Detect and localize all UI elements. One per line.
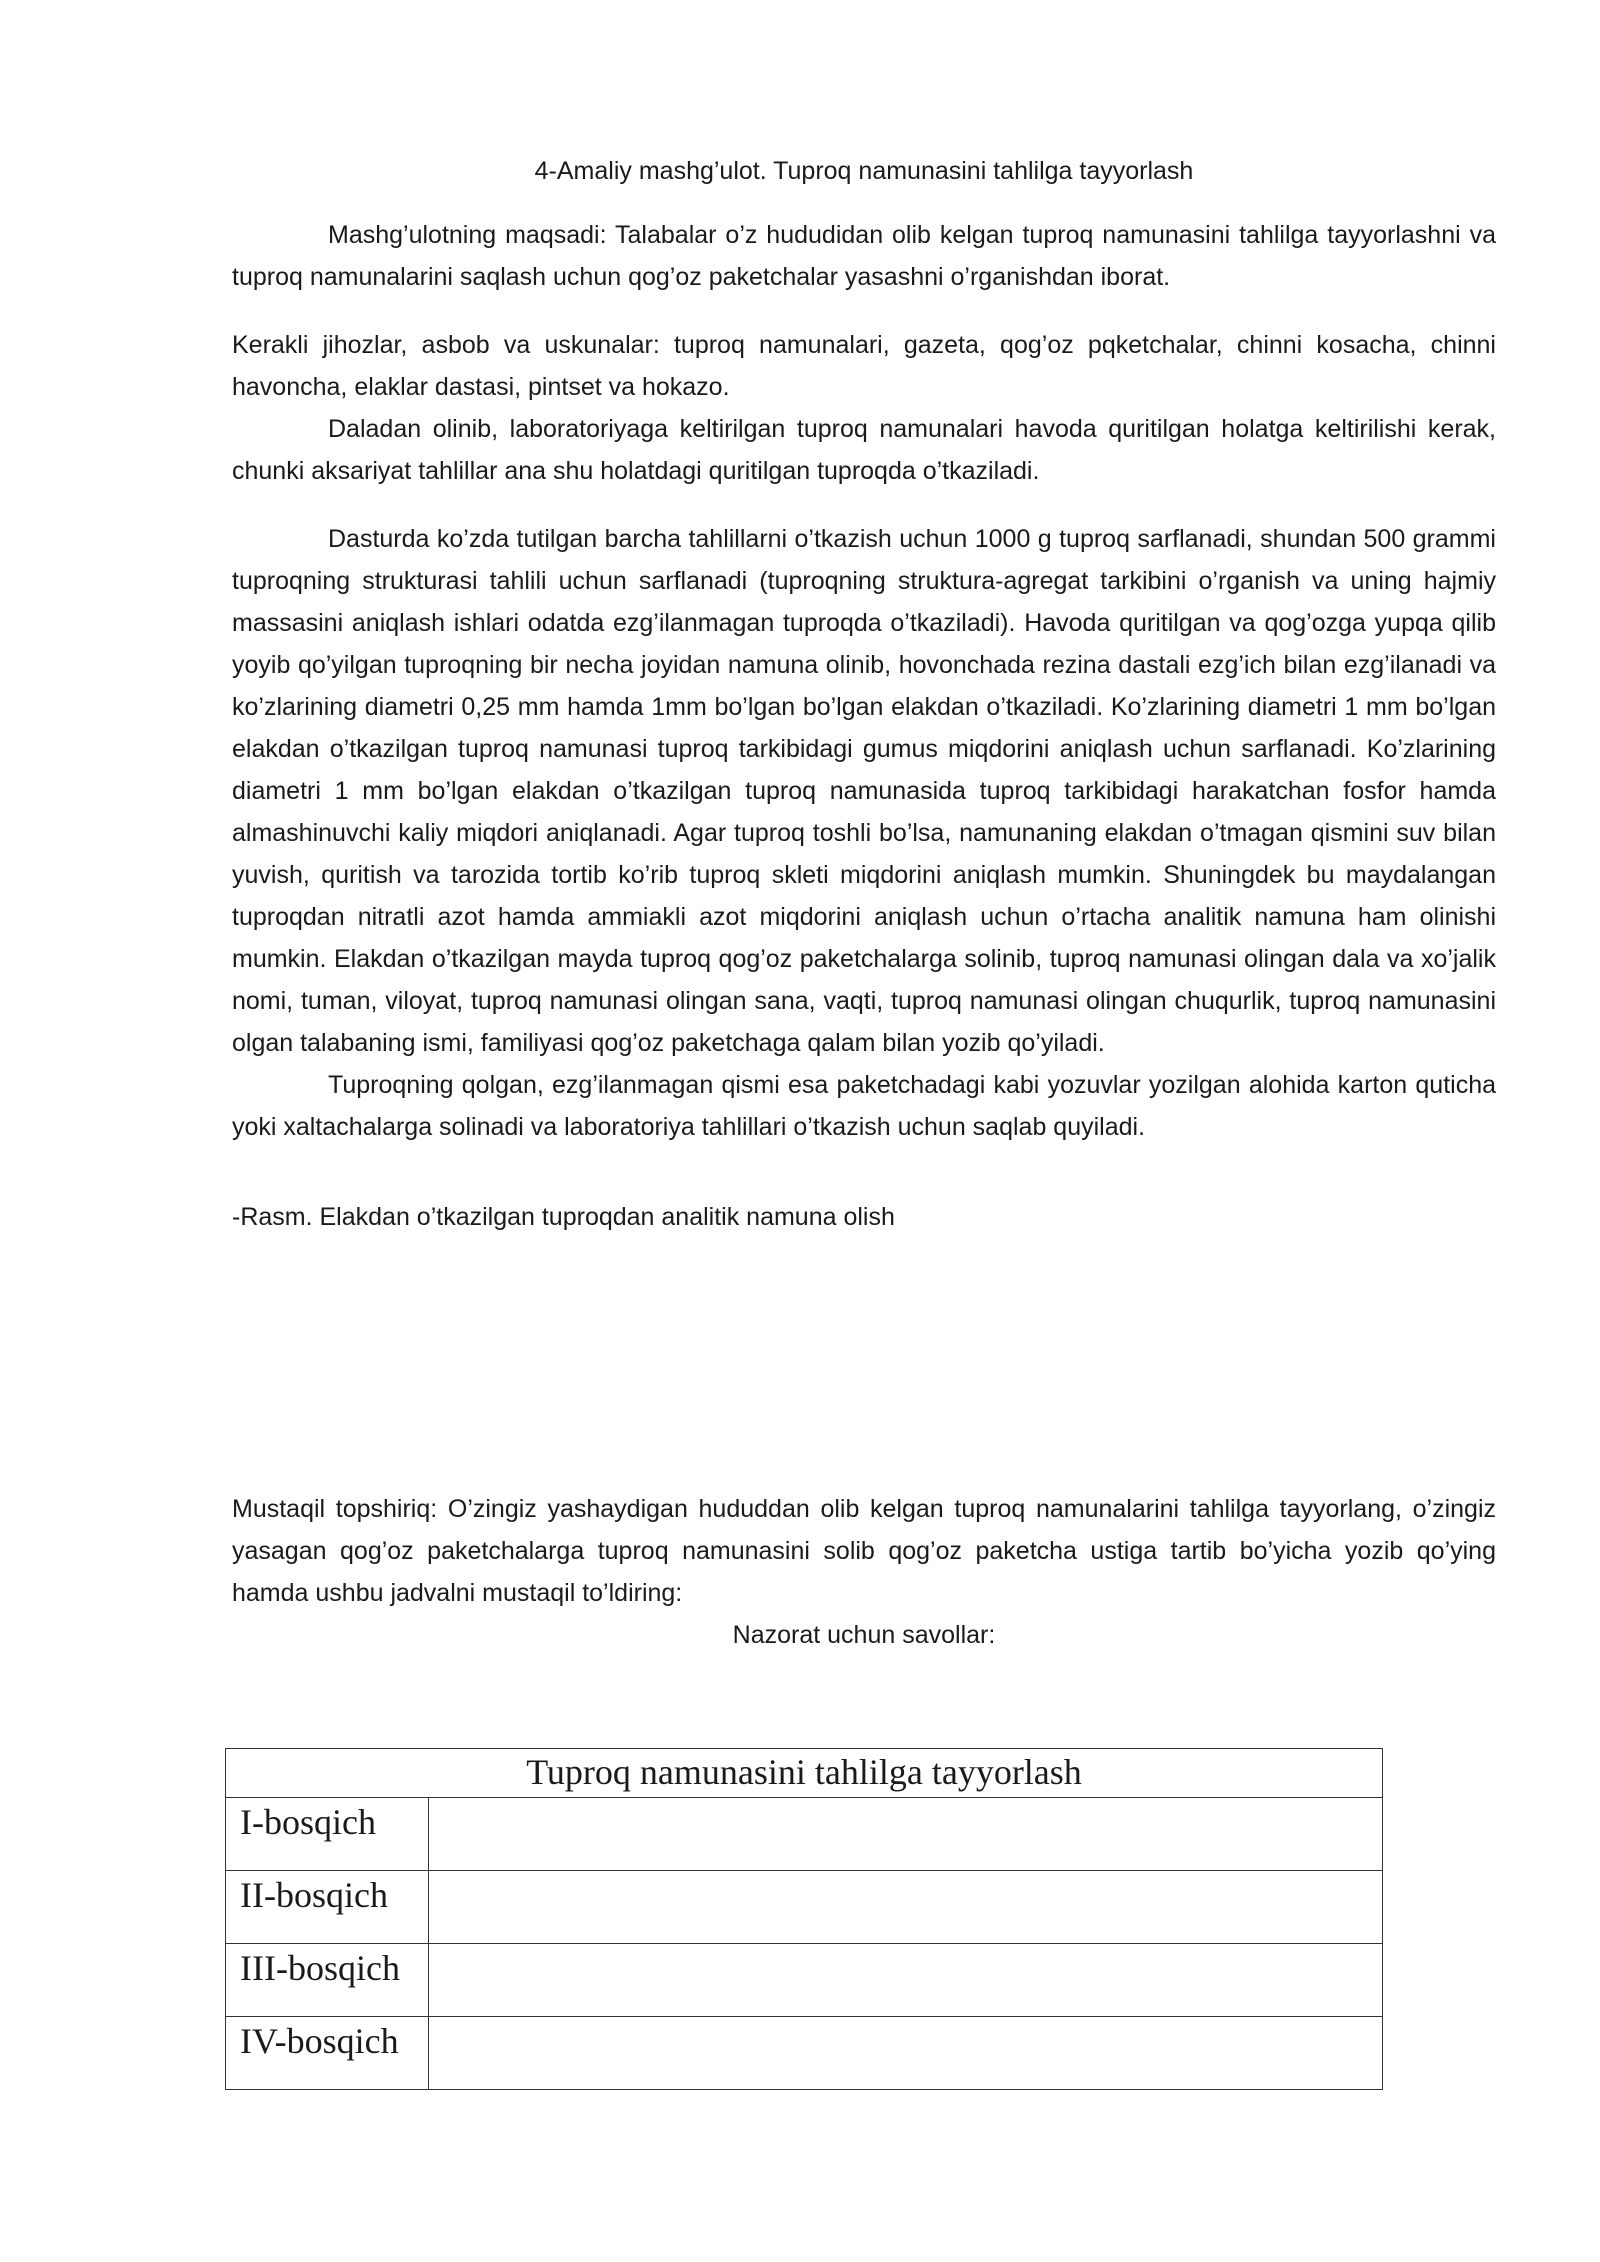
stage-label: III-bosqich [226, 1944, 429, 2017]
stage-label: II-bosqich [226, 1871, 429, 1944]
stage-answer-cell[interactable] [429, 2017, 1383, 2090]
intro-paragraph: Daladan olinib, laboratoriyaga keltirilgan tuproq namunalari havoda quritilgan holatga keltirilishi kerak, chunki aksariyat tahlillar ana shu holatdagi quritilgan tuproqda o’tkaziladi. [232, 415, 1496, 485]
table-row [226, 2017, 1383, 2090]
table-header-row [226, 1749, 1383, 1798]
stage-label: I-bosqich [226, 1798, 429, 1871]
table-row [226, 1871, 1383, 1944]
equipment-paragraph: Kerakli jihozlar, asbob va uskunalar: tuproq namunalari, gazeta, qog’oz pqketchalar, chinni kosacha, chinni havoncha, elaklar dastasi, pintset va hokazo. [232, 331, 1496, 401]
figure-caption: -Rasm. Elakdan o’tkazilgan tuproqdan analitik namuna olish [232, 1203, 895, 1231]
stage-answer-cell[interactable] [429, 1798, 1383, 1871]
stage-label: IV-bosqich [226, 2017, 429, 2090]
table-header: Tuproq namunasini tahlilga tayyorlash [226, 1749, 1383, 1798]
table-row [226, 1944, 1383, 2017]
stages-table [225, 1748, 1383, 2090]
main-paragraph: Dasturda ko’zda tutilgan barcha tahlillarni o’tkazish uchun 1000 g tuproq sarflanadi, shundan 500 grammi tuproqning strukturasi tahlili uchun sarflanadi (tuproqning struktura-agregat tarkibini o’rganish va uning hajmiy massasini aniqlash ishlari odatda ezg’ilanmagan tuproqda o’tkaziladi). Havoda quritilgan va qog’ozga yupqa qilib yoyib qo’yilgan tuproqning bir necha joyidan namuna olinib, hovonchada rezina dastali ezg’ich bilan ezg’ilanadi va ko’zlarining diametri 0,25 mm hamda 1mm bo’lgan bo’lgan elakdan o’tkaziladi. Ko’zlarining diametri 1 mm bo’lgan elakdan o’tkazilgan tuproq namunasi tuproq tarkibidagi gumus miqdorini aniqlash uchun sarflanadi. Ko’zlarining diametri 1 mm bo’lgan elakdan o’tkazilgan tuproq namunasida tuproq tarkibidagi harakatchan fosfor hamda almashinuvchi kaliy miqdori aniqlanadi. Agar tuproq toshli bo’lsa, namunaning elakdan o’tmagan qismini suv bilan yuvish, quritish va tarozida tortib ko’rib tuproq skleti miqdorini aniqlash mumkin. Shuningdek bu maydalangan tuproqdan nitratli azot hamda ammiakli azot miqdorini aniqlash uchun o’rtacha analitik namuna ham olinishi mumkin. Elakdan o’tkazilgan mayda tuproq qog’oz paketchalarga solinib, tuproq namunasi olingan dala va xo’jalik nomi, tuman, viloyat, tuproq namunasi olingan sana, vaqti, tuproq namunasi olingan chuqurlik, tuproq namunasini olgan talabaning ismi, familiyasi qog’oz paketchaga qalam bilan yozib qo’yiladi. [232, 525, 1496, 1057]
stage-answer-cell[interactable] [429, 1871, 1383, 1944]
task-paragraph: Mustaqil topshiriq: O’zingiz yashaydigan hududdan olib kelgan tuproq namunalarini tahlilga tayyorlang, o’zingiz yasagan qog’oz paketchalarga tuproq namunasini solib qog’oz paketcha ustiga tartib bo’yicha yozib qo’ying hamda ushbu jadvalni mustaqil to’ldiring: [232, 1495, 1496, 1607]
table-row [226, 1798, 1383, 1871]
purpose-paragraph: Mashg’ulotning maqsadi: Talabalar o’z hududidan olib kelgan tuproq namunasini tahlilga tayyorlashni va tuproq namunalarini saqlash uchun qog’oz paketchalar yasashni o’rganishdan iborat. [232, 221, 1496, 291]
stage-answer-cell[interactable] [429, 1944, 1383, 2017]
document-page [232, 150, 1496, 1656]
questions-heading: Nazorat uchun savollar: [732, 1621, 996, 1649]
page-title: 4-Amaliy mashg’ulot. Tuproq namunasini tahlilga tayyorlash [534, 157, 1194, 185]
rest-paragraph: Tuproqning qolgan, ezg’ilanmagan qismi esa paketchadagi kabi yozuvlar yozilgan alohida karton quticha yoki xaltachalarga solinadi va laboratoriya tahlillari o’tkazish uchun saqlab quyiladi. [232, 1071, 1496, 1141]
